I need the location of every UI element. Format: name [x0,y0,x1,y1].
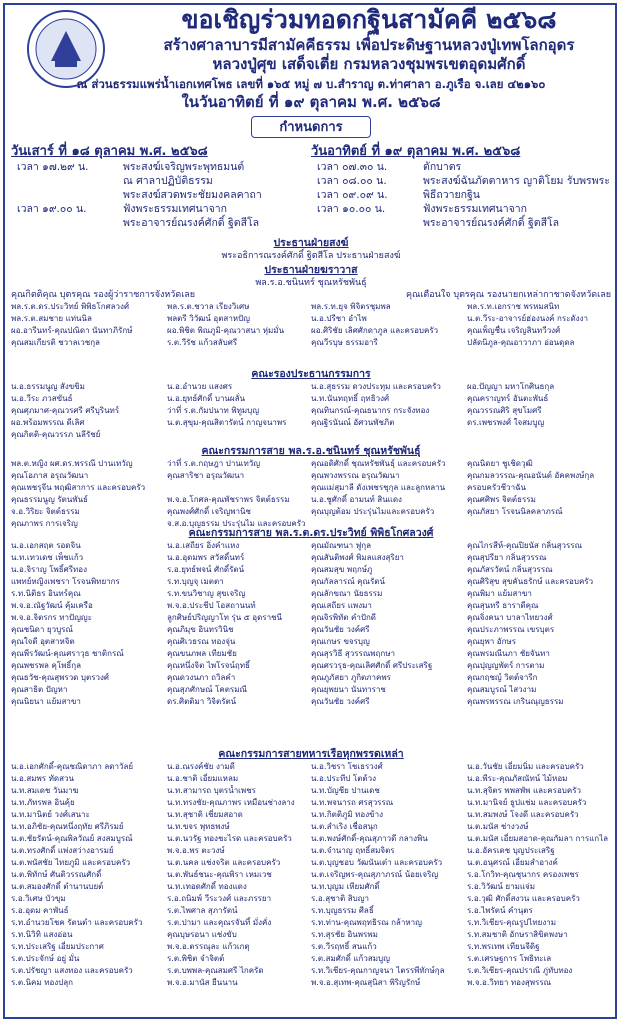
name-grid [11,540,611,708]
list-item: น.ท.มานิจย์ ธูปแช่ม และครอบครัว [467,798,587,807]
list-item: ร.ต.บพพล-คุณสมศรี ไกครัด [167,966,264,975]
schedule-row: พระสงฆ์สวดพระชัยมงคลคาถา [123,189,262,201]
list-item: น.ต.บุญชอบ วัฒนันเต๋า และครอบครัว [311,858,443,867]
schedule-row: พระอาจารย์ณรงค์ศักดิ์ ฐิตสีโล [423,217,560,229]
list-item: ร.อ.วิวัฒน์ ยามแจ่ม [467,882,535,891]
list-item: ผอ.ศิริชัย เลิศศักดาภูล และครอบครัว [311,326,439,335]
list-item: คุณกิตติ-คุณวรรภ นลีรัชย์ [11,430,101,439]
list-item: น.อ.วันชัย เอี่ยมนิ่ม และครอบครัว [467,762,584,771]
dedication-line: หลวงปู่ศุข เสด็จเตี่ย กรมหลวงชุมพรเขตอุดมศักดิ์ [212,55,526,73]
list-item: ร.อ.ถนิมพ์ วีระวงศ์ และภรรยา [167,894,272,903]
list-item: พล.ต.หญิง ผศ.ดร.พรรณี ปานเทวัญ [11,459,133,468]
list-item: พล.ร.ต.สมชาย แท่นนิล [11,314,92,323]
list-item: น.อ.ชูศักดิ์ อามนท์ สินแดง [311,495,402,504]
list-item [167,429,311,441]
list-item: แพทย์หญิงเพชรา โรจนพิทยากร [11,577,120,586]
list-item: ร.ท.ขนวิชาญ สุขเจริญ [167,589,246,598]
list-item: ร.ท.สมชาติ อักษราสิขิตพงษา [467,930,568,939]
consult-committee-section [11,368,611,441]
ceremony-date: ในวันอาทิตย์ ที่ ๑๙ ตุลาคม พ.ศ. ๒๕๖๘ [181,93,441,111]
list-item: น.อ.ยุทธ์ศักดิ์ บานผลั่น [167,394,245,403]
list-item: น.อ.อัครเดช บุญประเสริฐ [467,846,555,855]
list-item: ลูกศิษย์ปริญญาโท รุ่น ๕ อุดราชนี [167,613,282,622]
list-item: คุณพงศ์ศักดิ์ เจริญพานิช [167,507,251,516]
list-item: คุณธรรมนูญ รัตนพันธ์ [11,495,88,504]
list-item: น.อ.วิชรา โชเธรวงศ์ [311,762,383,771]
list-item: ร.ท.สุรชัย อินพรพม [311,930,378,939]
list-item: น.ท.สมเดช วันมาฆ [11,786,79,795]
list-item: คุณภาพร การเจริญ [11,519,78,528]
schedule-row: เวลา ๑๐.๐๐ น. ฟังพระธรรมเทศนาจาก [317,203,528,215]
list-item: พ.จ.อ.มานัส ยืนนาน [167,978,238,987]
list-item: คุณพรมณีนภา ชัยจันทา [467,649,550,658]
list-item: พ.จ.อ.ณัฐวัฒน์ คุ้มเครือ [11,601,93,610]
list-item: ร.ต.ประจักษ์ อยู่ มั่น [11,954,80,963]
list-item: ว่าที่ ร.ต.กัมปนาท พิทูมบุญ [167,406,260,415]
list-item: คุณพรพรรณ เกรินณุญธรรม [467,697,564,706]
list-item: คุณสมเกียรติ ชวาลเวชกุล [11,338,100,347]
name-grid [11,761,611,989]
list-item: คุณสมบูรณ์ ไสวงาม [467,685,537,694]
list-item: น.อ.ปรีชา อำไพ [311,314,367,323]
committee-a-section [11,445,611,530]
list-item: น.ท.พจนารถ ศรสุวรรณ [311,798,394,807]
list-item: คุณหนึ่งจิต ไพโรจน์ฤทธิ์ [167,661,250,670]
list-item: คุณพิมา แย้มสาขา [467,589,532,598]
list-item: คุณไกรสีห์-คุณปิยนัส กลิ่นสุวรรณ [467,541,583,550]
list-item: คุณศุภมาศ-คุณวรศรี ศรีบุรินทร์ [11,406,120,415]
section-title: คณะกรรมการสาย พล.ร.อ.ชนินทร์ ชุณหรัชพันธุ์ [201,445,421,457]
schedule-row: พระอาจารย์ณรงค์ศักดิ์ ฐิตสีโล [123,217,260,229]
list-item: คุณวีรบุษ ธรรมอารี [311,338,378,347]
vice-chair-pair [11,289,611,301]
list-item: คุณสมสุข พฤกษ์ภู [311,565,373,574]
list-item: น.ท.นันทฤทธิ์ ฤทธิวงศ์ [311,394,390,403]
list-item: น.ต.นวรัฐ ทองชะไรด และครอบครัว [167,834,292,843]
list-item: ร.อ.สุชาติ สิบญา [311,894,369,903]
list-item: ร.ต.ไพศาล สุภารัตน์ [167,906,238,915]
list-item: น.ต.สมองศักดิ์ ตำนานบยต์ [11,882,104,891]
day-heading: วันอาทิตย์ ที่ ๑๙ ตุลาคม พ.ศ. ๒๕๖๘ [311,144,521,159]
list-item: ร.อ.ยุทธ์พจน์ ศักดิ์รัตน์ [167,565,245,574]
list-item: พ.จ.อ.จิตรกร ทาปัญญะ [11,613,93,622]
list-item: น.ท.สมพงษ์ โจงดี และครอบครัว [467,810,579,819]
list-item: น.อ.สมพร ทัดสวน [11,774,74,783]
list-item: ร.ท.ประเสริฐ เอี่ยมประกาศ [11,942,104,951]
list-item: ร.ท.นิวิทิ แสงอ่อน [11,930,73,939]
list-item: น.ต.มนัส ช่างวงษ์ [467,822,529,831]
list-item: น.ต.เจริญพร-คุณสุภาภรณ์ น้อยเจริญ [311,870,439,879]
list-item: ร.อ.วิเศษ บัวขุม [11,894,66,903]
list-item: คุณขนภพล เทียมชัย [167,649,237,658]
list-item: น.อ.อำนวย แสงศร [167,382,233,391]
list-item: คุณนิยนา แย้มสาขา [11,697,81,706]
list-item: คุณปุญญพัตร์ การตาม [467,661,545,670]
list-item: พ.จ.อ.สุเทพ-คุณสุนิสา พิริญรักษ์ [311,978,421,987]
list-item: น.ต.อนุศรณ์ เอี่ยมสำอางค์ [467,858,558,867]
list-item: ร.ต.ปรัชญา แสงทอง และครอบครัว [11,966,133,975]
schedule-day-1 [11,143,311,230]
section-title: ประธานฝ่ายสงฆ์ [273,237,349,249]
list-item: น.ท.สุชาติ เชี่ยมสอาด [167,810,243,819]
list-item: ปลัดนิภูล-คุณอาวาภา อ่อนดุดล [467,338,575,347]
list-item: ผอ.พิชิต พิณภูมิ-คุณวาสนา หุ่มมั่น [167,326,285,335]
list-item: คุณศศิพร จิตต์ธรรม [467,495,536,504]
list-item: คุณกิตติคุณ บุตรคุณ รองผู้ว่าราชการจังหวัดเลย [11,290,196,300]
list-item: ร.ต.วิเชียร-คุณปราณี ภู่ทับทอง [467,966,573,975]
schedule-heading: กำหนดการ [251,116,371,138]
name-grid [11,381,611,441]
list-item: ร.ท.บุญจุ เมตตา [167,577,224,586]
list-item: คุณสุนทรี ธาราดีคุณ [467,601,539,610]
list-item: ผอ.อารีนทร์-คุณปณิดา นันทาภิรักษ์ [11,326,133,335]
list-item: ดร.ศิตติมา วิจิตรัตน์ [167,697,237,706]
list-item: น.ท.ขจร พุทธพงษ์ [167,822,230,831]
list-item [311,429,467,441]
list-item: คุณสุปรียา กลิ่นสุวรรณ [467,553,547,562]
list-item: พ.จ.อ.โกศล-คุณพัชราพร จิตต์ธรรม [167,495,290,504]
list-item: คุณศิริสุข สุขคันธรักษ์ และครอบครัว [467,577,594,586]
list-item: คุณสุรวิธี สุวรรณพฤกษา [311,649,395,658]
list-item: คุณคราญทร์ อันตะพันธ์ [467,394,549,403]
list-item: ดร.เพชรพงศ์ ใจสมบูญ [467,418,545,427]
list-item: ว่าที่ ร.ต.กฤษฎา ปานเทวัญ [167,459,261,468]
list-item: น.อ.เอกสฤต รอดจิน [11,541,81,550]
schedule-row: เวลา ๑๙.๐๐ น. ฟังพระธรรมเทศนาจาก [17,203,228,215]
invitation-title: ขอเชิญร่วมทอดกฐินสามัคคี ๒๕๖๘ [181,5,557,34]
list-item: คุณเพ็ญชื่น เจริญสินทวีวงศ์ [467,326,561,335]
list-item: ร.ท.นิติธร อินทร์คุณ [11,589,81,598]
list-item: คุณภูภัสยา ภูกิตภาคพร [311,673,391,682]
list-item: ร.ต.เศรษฐการ โพธิทะเล [467,954,552,963]
list-item: ผอ.พร้อมพรรณ ดีเลิศ [11,418,85,427]
list-item: คุณโอภาส อรุณวัฒนา [11,471,89,480]
section-title: คณะกรรมการสายทหารเรือหุกพรรดเหล่า [218,748,404,760]
list-item: น.อ.พีระ-คุณภัสณัทน์ ไม้หอม [467,774,568,783]
list-item: น.ท.ทรงชัย-คุณภาพร เหมือนช่างลาง [167,798,295,807]
list-item [467,429,611,441]
list-item: ร.ต.พิชิต จำจิตต์ [167,954,225,963]
list-item: คุณวันชัย วงค์ศรี [311,697,370,706]
list-item: น.ท.สามารถ บุตรน้ำเพชร [167,786,256,795]
list-item: ร.ท.ท่าน-คุณพฤทธิรณ กล้าหาญ [311,918,422,927]
list-item: พล.ร.ต.ชวาล เรียงวิเศษ [167,302,250,311]
list-item: น.ท.เทอดศักดิ์ ทองแดง [167,882,247,891]
list-item: พลตรี วิวัฒน์ อุตสาหปัญ [167,314,250,323]
schedule-row: เวลา ๐๘.๐๐ น. พระสงฆ์ฉันภัตตาหาร ญาติโยม รับพรพระ [317,175,610,187]
list-item: พ.จ.อ.วิทยา ทองสุพรรณ [467,978,552,987]
section-title: คณะรองประธานกรรมการ [251,368,371,380]
list-item: คุณภัสยา โรจนนิลคลาภรณ์ [467,507,563,516]
list-item: คุณชนิดา ยุวบูรณ์ [11,625,73,634]
day-heading: วันเสาร์ ที่ ๑๘ ตุลาคม พ.ศ. ๒๕๖๘ [11,144,208,159]
list-item: คุณวรรณศิริ สุขโมศรี [467,406,542,415]
list-item: คุณดวงนภา ถวิลคำ [167,673,236,682]
list-item: คุณบุญต้อม ประรุ่นไมและครอบครัว [311,507,435,516]
list-item: คุณลักขณา นัยธรรม [311,589,383,598]
list-item: น.ท.มานิตย์ วงศ์เสนาะ [11,810,90,819]
list-item: คุณกมลวรรณ-คุณอนันต์ อัคคพงษ์กุล [467,471,595,480]
list-item: ร.อ.โกวิท-คุณชุนากร ครองเพชร [467,870,579,879]
list-item: ร.ท.บุญธรรม ศีลธิ์ [311,906,374,915]
list-item: น.ต.นคล แช่งจริต และครอบครัว [167,858,281,867]
list-item: คุณศิเวธรณ ทองจุ่น [167,637,236,646]
list-item: ร.ท.วิเชียร-คุณกาญจนา ไตรรพีทักษ์กุล [311,966,445,975]
list-item: คุณธวัช-คุณสุพรวด บุตรวงศ์ [11,673,109,682]
list-item: คุณยุพยนา นันทาราช [311,685,386,694]
list-item: คุณนิดยา ชูเชิดวุฒิ [467,459,533,468]
lay-chair-section [11,264,611,349]
list-item: คุณเตือนใจ บุตรคุณ รองนายกเหล่ากาชาดจังหวัดเลย [405,290,611,300]
list-item: น.ท.ภัทรพล อินคุ้ย [11,798,75,807]
list-item: พ.จ.อ.ประชีป โอสถานนท์ [167,601,256,610]
list-item: ร.อ.วุฒิ ศักดิ์สงวน และครอบครัว [467,894,580,903]
schedule-row: ณ ศาลาปฏิบัติธรรม [123,175,213,187]
list-item: ร.ท.พรเทพ เทียนจีดิฐ [467,942,540,951]
list-item: คุณพวงพรรณ อรุณวัฒนา [311,471,400,480]
list-item: ร.อ.ไพรัตน์ คำนุตร [467,906,533,915]
list-item: คุณอดิศักดิ์ ชุณหรัชพันธุ์ และครอบครัว [311,459,446,468]
list-item: น.อ.ณรงค์ชัย งามดี [167,762,235,771]
list-item: น.อ.เอกศักดิ์-คุณชณิดาภา ลดาวัลย์ [11,762,134,771]
list-item: คุณเสถียร แพงมา [311,601,372,610]
list-item: คุณแม่สุมาลี ดังเพชรชุกุล และลูกหลาน [311,483,446,492]
list-item: ร.ต.นิคม ทองปลุก [11,978,74,987]
list-item: ร.ต.วีรฤทธิ์ สนแก้ว [311,942,377,951]
list-item: น.ต.วีระ-อาจารย์ฮ่องนงค์ กระดังงา [467,314,588,323]
list-item: พล.ร.ท.ยุจ พิจิตรชุมพล [311,302,391,311]
list-item: คุณเพชรุจีน พฤฒิสาการ และครอบครัว [11,483,146,492]
list-item: คุณวันชัย วงค์ศรี [311,625,370,634]
list-item: น.ต.จำนาญ ฤทธิ์สมจิตร [311,846,395,855]
list-item: คุณจิรพิทัต คำปักดี [311,613,377,622]
list-item: น.อ.วีระ ภวสขันธ์ [11,394,73,403]
list-item: ร.อ.อุดม คาพันธ์ [11,906,69,915]
list-item: น.อ.จิราญ โพธิ์ศรีทอง [11,565,88,574]
list-item: ร.ท.วิเชียร-คุณรูปไทยงาม [467,918,556,927]
list-item: พล.ร.ท.เอกราช พรหมสนิท [467,302,560,311]
section-subtitle: พล.ร.อ.ชนินทร์ ชุณหรัชพันธุ์ [255,278,367,288]
schedule-row: เวลา ๐๗.๓๐ น. ตักบาตร [317,161,462,173]
list-item: น.ท.บุญม เหียมศักดิ์ [311,882,380,891]
schedule-row: เวลา ๑๗.๒๙ น. พระสงฆ์เจริญพระพุทธมนต์ [17,161,245,173]
committee-c-section [11,748,611,989]
list-item: คุณสุภศักษณ์ โคตรมณี [167,685,247,694]
list-item: คุณศรวรุธ-คุณเลิศศักดิ์ ศรีประเสริฐ [311,661,433,670]
sangha-chair-section [11,237,611,262]
list-item: คุณสาริชา อรุณวัฒนา [167,471,245,480]
list-item: น.ต.พงษ์ศักดิ์-คุณสุภาวดี กลางพิน [311,834,428,843]
list-item: พล.ร.ต.ดร.ประวิทย์ พิพิธโกศลวงศ์ [11,302,130,311]
schedule-row: เวลา ๐๙.๐๙ น. พิธีถวายกฐิน [317,189,480,201]
list-item: น.ต.พิทักษ์ ศันติวรรณศักดิ์ [11,870,102,879]
list-item: น.ท.อภิชัย-คุณหนึ่งฤทัย ศรีภิรมย์ [11,822,124,831]
list-item: คุณสาธิต ปัญหา [11,685,68,694]
list-item: คุณภิมุข อินทรวินิช [167,625,234,634]
list-item: พ.จ.อ.พร ตะวงษ์ [167,846,225,855]
list-item: คุณสันติพงศ์ พิมลแสงสุริยา [311,553,404,562]
list-item: คุณกฤชญ์ วิตต์จารีก [467,673,538,682]
list-item: น.ต.มนัส เอี่ยมสอาด-คุณกัมลา การแกไล [467,834,609,843]
list-item: ครอบครัวชีวาฉัน [467,483,527,492]
list-item: ร.ท.อำนวยโชค รัตนตำ และครอบครัว [11,918,143,927]
list-item: พ.จ.อ.ตรรณุละ แก้วเกตุ [167,942,250,951]
purpose-line: สร้างศาลาบารมีสามัคคีธรรม เพื่อประดิษฐานหลวงปู่เทพโลกอุดร [163,36,575,54]
name-grid [11,458,611,530]
list-item: จ.ส.อ.บุญธรรม ประรุ่นไม และครอบครัว [167,519,306,528]
list-item: คุณจิ่งคนา บาลาไทยวงศ์ [467,613,553,622]
name-grid [11,301,611,349]
list-item: คุณพีรวัฒน์-คุณศราวุธ ชาติกรณ์ [11,649,124,658]
section-title: คณะกรรมการสาย พล.ร.ต.ดร.ประวิทย์ พิพิธโกศลวงศ์ [188,527,434,539]
list-item: น.ต.สำเริง เชื่อสนุก [311,822,378,831]
list-item: น.ต.ทรงศักดิ์ แพ่งสว่างอารมย์ [11,846,114,855]
list-item: คุณมัณฑนา ฟูกุล [311,541,372,550]
list-item: น.ท.กิตติภูมิ ทองข้าง [311,810,384,819]
list-item: ร.ต.สมศักดิ์ แก้วสมบูญ [311,954,390,963]
list-item: น.อ.อุดมพร สวัสดิ์นทร์ [167,553,245,562]
list-item: น.อ.ประทีป โตต้วง [311,774,377,783]
list-item: น.อ.ชาติ เอี่ยมแหลม [167,774,239,783]
venue-address: ณ ส่วนธรรมแพร่น้ำเอกเทศโพธ เลขที่ ๑๖๕ หมู่ ๗ บ.สำราญ ต.ท่าศาลา อ.ภูเรือ จ.เลย ๔๒๑๖๐ [76,77,546,91]
section-subtitle: พระอธิการณรงค์ศักดิ์ ฐิตสีโล ประธานฝ่ายสงฆ์ [221,251,401,261]
list-item [167,482,311,494]
list-item: คุณเกษร ขจรบุญ [311,637,370,646]
schedule-day-2 [311,143,611,230]
list-item: คุณฐิรนันณ์ อัศวนพัชภิต [311,418,395,427]
list-item: คุณใจดี อุตสาหจิต [11,637,75,646]
list-item: น.อ.เสถียร อิ่งคำแหง [167,541,240,550]
committee-b-section [11,527,611,708]
list-item: น.อ.สุธรรม ดวงประทุม และครอบครัว [311,382,441,391]
list-item: น.ต.สุขุม-คุณสิตารัตน์ กาญจนาพร [167,418,287,427]
list-item: น.ต.พนัสชัย ไทยภูมิ และครอบครัว [11,858,131,867]
section-title: ประธานฝ่ายฆราวาส [264,264,358,276]
list-item: น.ท.เทวเดช เพ็ชแก้ว [11,553,84,562]
list-item: ร.ต.ปามา และคุณรจันทิ์ มั่งคั่ง [167,918,272,927]
list-item: น.ท.บัญชีย ปานเดช [311,786,380,795]
list-item: คุณยุพา อักษร [467,637,516,646]
list-item: คุณประภาพรรณ เขรบุตร [467,625,555,634]
list-item: น.ต.พันธ์ชนะ-คุณพิรา เหมเวช [167,870,272,879]
list-item: น.ท.สุจิตร พพสพัพ และครอบครัว [467,786,581,795]
list-item: คุณกัลลารณ์ คุณรัตน์ [311,577,385,586]
list-item: คุณทินกรณ์-คุณธนากร กระจังทอง [311,406,430,415]
invitation-poster [3,3,617,1019]
list-item: คุณภัสรวัตน์ กลิ่นสุวรรณ [467,565,553,574]
list-item: จ.อ.วิริยะ จิตต์ธรรม [11,507,80,516]
list-item: คุณบุษรอนา แช่งขับ [167,930,237,939]
list-item: ร.ต.วีรัช แก้วสลับศรี [167,338,238,347]
list-item: คุณพชรพล คุโพธิ์กุล [11,661,82,670]
list-item: น.ต.ชัยรัตน์-คุณพิลวัณย์ สงสมบูรณ์ [11,834,133,843]
list-item: น.อ.ธรรมนูญ สังขขิม [11,382,85,391]
list-item: ผอ.ปัญญา มหาโกศินธกุล [467,382,555,391]
